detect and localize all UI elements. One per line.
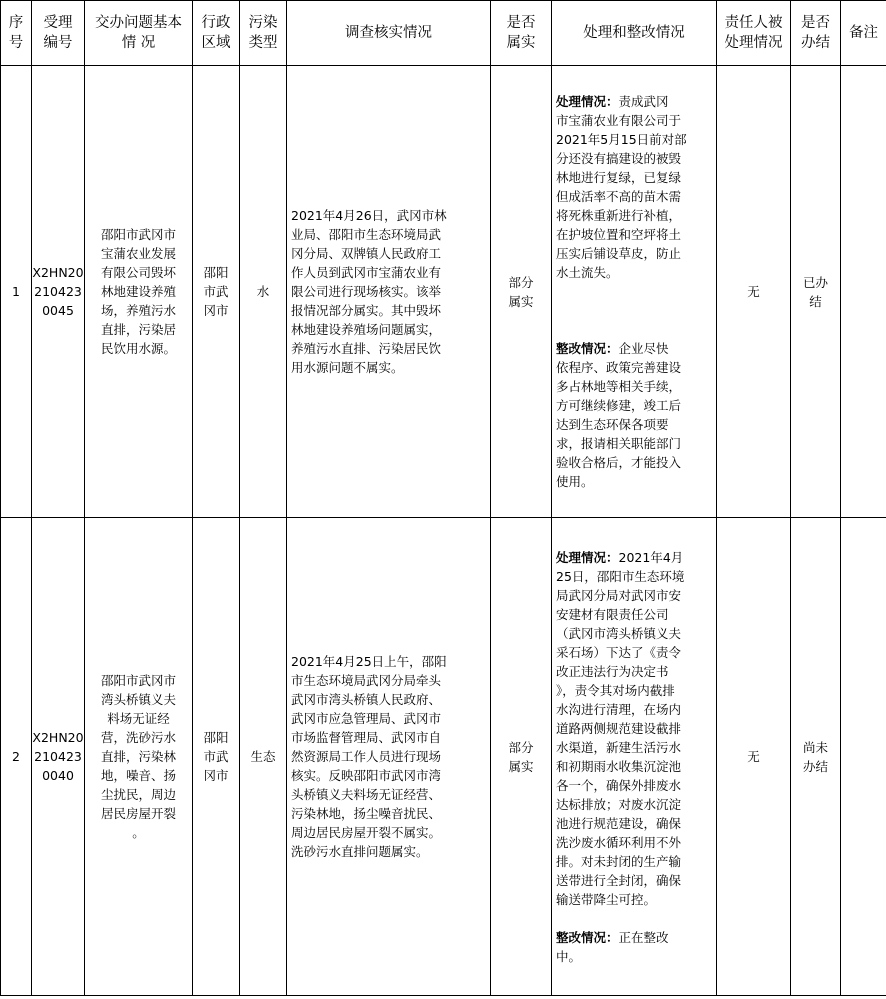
- header-region: 行政 区域: [193, 1, 240, 66]
- table-row: [1, 66, 886, 518]
- cell-seq: 1: [1, 66, 32, 518]
- cell-issue: 邵阳市武冈市 湾头桥镇义夫 料场无证经 营，洗砂污水 直排，污染林 地，噪音、扬 尘扰民，周边 居民房屋开裂 。: [85, 518, 193, 996]
- cell-accept-no: X2HN20 210423 0040: [32, 518, 85, 996]
- handling-text: 2021年4月 25日，邵阳市生态环境 局武冈分局对武冈市安 安建材有限责任公司 （武冈市湾头桥镇义夫 采石场）下达了《责令 改正违法行为决定书 》，责令其对场内截排 水沟进行清理，在场内 道路两侧规范建设截排 水渠道，新建生活污水 和初期雨水收集沉淀池 各一个，确保外排废水 达标排放；对废水沉淀 池进行规范建设，确保 洗沙废水循环利用不外 排。对未封闭的生产输 送带进行全封闭，确保 输送带降尘可控。: [556, 549, 685, 907]
- cell-seq: 2: [1, 518, 32, 996]
- cell-handling: [552, 66, 717, 518]
- cell-responsible: 无: [717, 66, 791, 518]
- handling-text: 责成武冈 市宝蒲农业有限公司于 2021年5月15日前对部 分还没有搞建设的被毁 林地进行复绿，已复绿 但成活率不高的苗木需 将死株重新进行补植， 在护坡位置和空坪将土 压实后铺设草皮，防止 水土流失。: [556, 94, 687, 280]
- rectification-label: 整改情况：: [556, 929, 619, 945]
- handling-label: 处理情况：: [556, 94, 619, 109]
- cell-pollution-type: 生态: [240, 518, 287, 996]
- cell-accept-no: X2HN20 210423 0045: [32, 66, 85, 518]
- cell-verified: 部分 属实: [491, 66, 552, 518]
- rectification-label: 整改情况：: [556, 341, 619, 356]
- rectification-text: 企业尽快 依程序、政策完善建设 多占林地等相关手续， 方可继续修建，竣工后 达到生态环保各项要 求，报请相关职能部门 验收合格后，才能投入 使用。: [556, 341, 682, 489]
- header-verified: 是否 属实: [491, 1, 552, 66]
- cell-pollution-type: 水: [240, 66, 287, 518]
- header-closed: 是否 办结: [791, 1, 841, 66]
- cell-remark: [841, 518, 886, 996]
- header-accept-no: 受理 编号: [32, 1, 85, 66]
- rectification-text: 正在整改 中。: [556, 929, 669, 964]
- handling-label: 处理情况：: [556, 549, 619, 565]
- header-issue: 交办问题基本 情 况: [85, 1, 193, 66]
- cell-verified: 部分 属实: [491, 518, 552, 996]
- header-pollution-type: 污染 类型: [240, 1, 287, 66]
- table-row: [1, 518, 886, 996]
- cell-issue: 邵阳市武冈市 宝蒲农业发展 有限公司毁坏 林地建设养殖 场，养殖污水 直排，污染居 民饮用水源。: [85, 66, 193, 518]
- cell-handling: [552, 518, 717, 996]
- cell-responsible: 无: [717, 518, 791, 996]
- cell-investigation: 2021年4月26日，武冈市林 业局、邵阳市生态环境局武 冈分局、双牌镇人民政府工 作人员到武冈市宝蒲农业有 限公司进行现场核实。该举 报情况部分属实。其中毁坏 林地建设养殖场问题属实， 养殖污水直排、污染居民饮 用水源问题不属实。: [287, 66, 491, 518]
- cell-closed: 尚未 办结: [791, 518, 841, 996]
- cell-region: 邵阳 市武 冈市: [193, 518, 240, 996]
- cell-investigation: 2021年4月25日上午，邵阳 市生态环境局武冈分局牵头 武冈市湾头桥镇人民政府、 武冈市应急管理局、武冈市 市场监督管理局、武冈市自 然资源局工作人员进行现场 核实。反映邵阳市武冈市湾 头桥镇义夫料场无证经营、 污染林地，扬尘噪音扰民、 周边居民房屋开裂不属实。 洗砂污水直排问题属实。: [287, 518, 491, 996]
- cell-closed: 已办 结: [791, 66, 841, 518]
- cell-region: 邵阳 市武 冈市: [193, 66, 240, 518]
- header-investigation: 调查核实情况: [287, 1, 491, 66]
- header-row: [1, 1, 886, 66]
- header-remark: 备注: [841, 1, 886, 66]
- header-handling: 处理和整改情况: [552, 1, 717, 66]
- header-responsible: 责任人被 处理情况: [717, 1, 791, 66]
- cell-remark: [841, 66, 886, 518]
- header-seq: 序 号: [1, 1, 32, 66]
